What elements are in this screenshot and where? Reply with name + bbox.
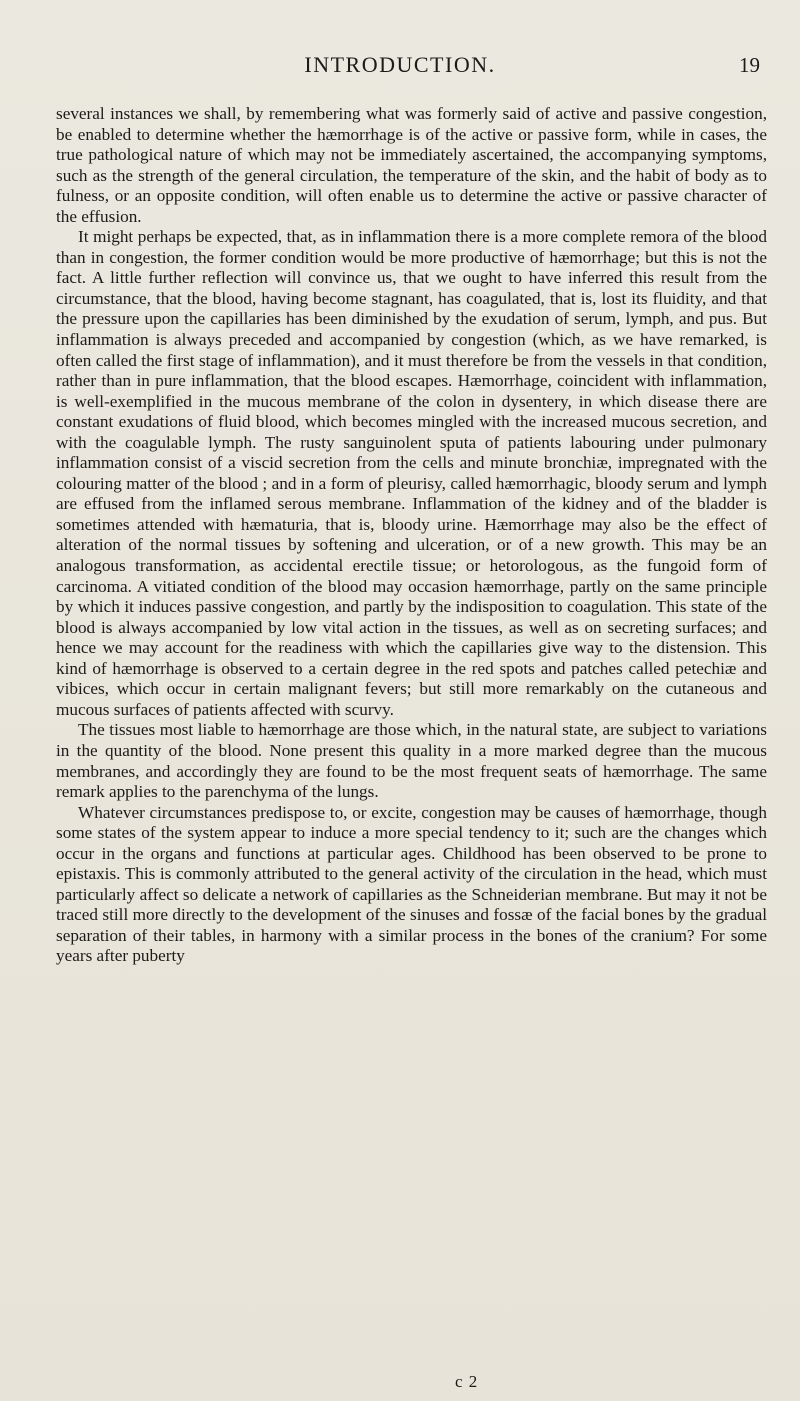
- paragraph: It might perhaps be expected, that, as in inflammation there is a more complete remora of the blood than in congestion, the former condition would be more productive of hæmorrhage; but this is not the fact. A little further reflection will convince us, that we ought to have inferred this result from the circumstance, that the blood, having become stagnant, has coagulated, that is, lost its fluidity, and that the pressure upon the capillaries has been diminished by the exudation of serum, lymph, and pus. But inflammation is always preceded and accompanied by congestion (which, as we have remarked, is often called the first stage of inflammation), and it must therefore be from the vessels in that condition, rather than in pure inflammation, that the blood escapes. Hæmorrhage, coincident with inflammation, is well-exemplified in the mucous membrane of the colon in dysentery, in which disease there are constant exudations of fluid blood, which becomes mingled with the increased mucous secretion, and with the coagulable lymph. The rusty sanguinolent sputa of patients labouring under pulmonary inflammation consist of a viscid secretion from the cells and minute bronchiæ, impregnated with the colouring matter of the blood ; and in a form of pleurisy, called hæmorrhagic, bloody serum and lymph are effused from the inflamed serous membrane. Inflammation of the kidney and of the bladder is sometimes attended with hæmaturia, that is, bloody urine. Hæmorrhage may also be the effect of alteration of the normal tissues by softening and ulceration, or of a new growth. This may be an analogous transformation, as accidental erectile tissue; or hetorologous, as the fungoid form of carcinoma. A vitiated condition of the blood may occasion hæmorrhage, partly on the same principle by which it induces passive congestion, and partly by the indisposition to coagulation. This state of the blood is always accompanied by low vital action in the tissues, as well as on secreting surfaces; and hence we may account for the readiness with which the capillaries give way to the distension. This kind of hæmorrhage is observed to a certain degree in the red spots and patches called petechiæ and vibices, which occur in certain malignant fevers; but still more remarkably on the cutaneous and mucous surfaces of patients affected with scurvy.: [56, 227, 767, 719]
- printer-signature: c 2: [455, 1372, 479, 1391]
- running-head: [0, 50, 800, 80]
- page-number: 19: [739, 53, 760, 77]
- paragraph: The tissues most liable to hæmorrhage are those which, in the natural state, are subject to variations in the quantity of the blood. None present this quality in a more marked degree than the mucous membranes, and accordingly they are found to be the most frequent seats of hæmorrhage. The same remark applies to the parenchyma of the lungs.: [56, 720, 767, 802]
- paragraph: several instances we shall, by remembering what was formerly said of active and passive congestion, be enabled to determine whether the hæmorrhage is of the active or passive form, while in cases, the true pathological nature of which may not be immediately ascertained, the accompanying symptoms, such as the strength of the general circulation, the temperature of the skin, and the habit of body as to fulness, or an opposite condition, will often enable us to determine the active or passive character of the effusion.: [56, 104, 767, 226]
- body-text: [56, 104, 767, 967]
- signature-line: [0, 1370, 800, 1394]
- paragraph: Whatever circumstances predispose to, or excite, congestion may be causes of hæmorrhage, though some states of the system appear to induce a more special tendency to it; such are the changes which occur in the organs and functions at particular ages. Childhood has been observed to be prone to epistaxis. This is commonly attributed to the general activity of the circulation in the head, which must particularly affect so delicate a network of capillaries as the Schneiderian membrane. But may it not be traced still more directly to the development of the sinuses and fossæ of the facial bones by the gradual separation of their tables, in harmony with a similar process in the bones of the cranium? For some years after puberty: [56, 802, 767, 966]
- page-title: INTRODUCTION.: [304, 52, 496, 77]
